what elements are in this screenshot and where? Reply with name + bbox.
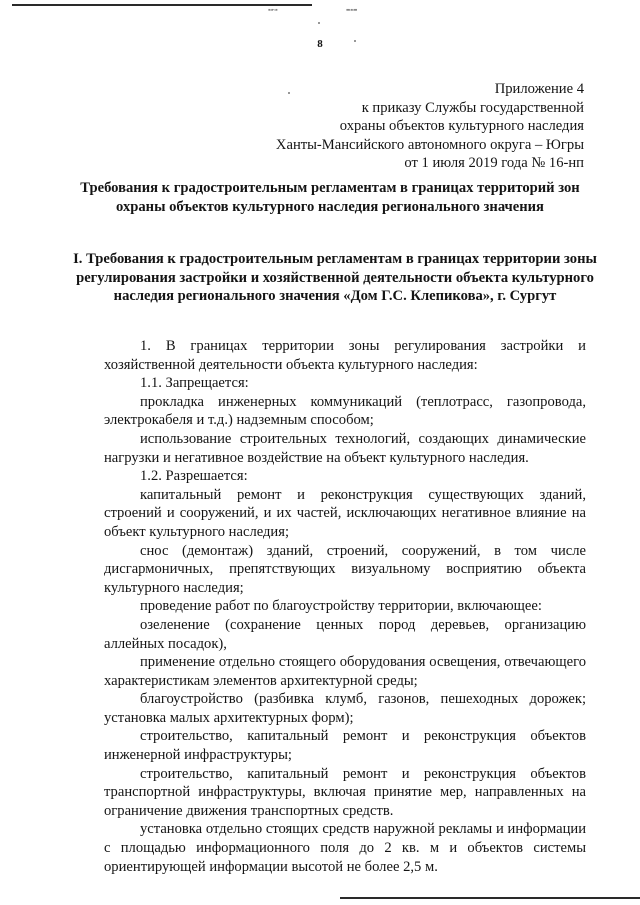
appendix-line: Приложение 4	[494, 81, 584, 97]
paragraph: снос (демонтаж) зданий, строений, сооружений, в том числе дисгармоничных, препятствующих визуальному восприятию объекта культурного наследия;	[104, 542, 586, 596]
paragraph: капитальный ремонт и реконструкция существующих зданий, строений и сооружений, и их частей, исключающих негативное влияние на объект культурного наследия;	[104, 486, 586, 540]
scan-artifact: ▪▫▪·▫▪	[268, 6, 277, 14]
appendix-line: Ханты-Мансийского автономного округа – Югры	[275, 136, 584, 153]
paragraph: 1. В границах территории зоны регулирования застройки и хозяйственной деятельности объекта культурного наследия:	[104, 338, 586, 373]
paragraph: использование строительных технологий, создающих динамические нагрузки и негативное воздействие на объект культурного наследия.	[104, 430, 586, 466]
paragraph: 1.2. Разрешается:	[140, 468, 248, 485]
paragraph: прокладка инженерных коммуникаций (теплотрасс, газопровода, электрокабеля и т.д.) надземным способом;	[104, 393, 586, 429]
appendix-line: от 1 июля 2019 года № 16-нп	[404, 155, 584, 172]
paragraph: 1.1. Запрещается:	[140, 375, 249, 392]
appendix-reference	[276, 80, 584, 173]
section-title: I. Требования к градостроительным регламентам в границах территории зоны регулирования застройки и хозяйственной деятельности объекта культурного наследия регионального значения «Дом Г.С. Клепикова», г. Сургут	[73, 251, 597, 305]
document-title: Требования к градостроительным регламентам в границах территорий зон охраны объектов культурного наследия регионального значения	[80, 180, 580, 215]
paragraph: строительство, капитальный ремонт и реконструкция объектов инженерной инфраструктуры;	[104, 728, 586, 764]
paragraph: строительство, капитальный ремонт и реконструкция объектов транспортной инфраструктуры, включая принятие мер, направленных на ограничение движения транспортных средств.	[104, 765, 586, 819]
paragraph: применение отдельно стоящего оборудования освещения, отвечающего характеристикам элементов архитектурной среды;	[104, 654, 586, 689]
scan-speck	[318, 22, 320, 24]
page-number: 8	[317, 38, 323, 50]
document-body	[104, 337, 586, 876]
scan-edge-top	[12, 4, 312, 6]
appendix-line: к приказу Службы государственной	[361, 99, 584, 116]
paragraph: озеленение (сохранение ценных пород деревьев, организацию аллейных посадок),	[104, 616, 586, 652]
appendix-line: охраны объектов культурного наследия	[339, 118, 584, 135]
paragraph: проведение работ по благоустройству территории, включающее:	[140, 598, 542, 615]
paragraph: установка отдельно стоящих средств наружной рекламы и информации с площадью информационного поля до 2 кв. м и объектов системы ориентирующей информации высотой не более 2,5 м.	[104, 821, 586, 875]
paragraph: благоустройство (разбивка клумб, газонов, пешеходных дорожек; установка малых архитектурных форм);	[104, 691, 586, 726]
scan-edge-bottom	[340, 897, 640, 899]
scan-artifact: ▪▪▫▪▫▪▪	[346, 6, 357, 14]
